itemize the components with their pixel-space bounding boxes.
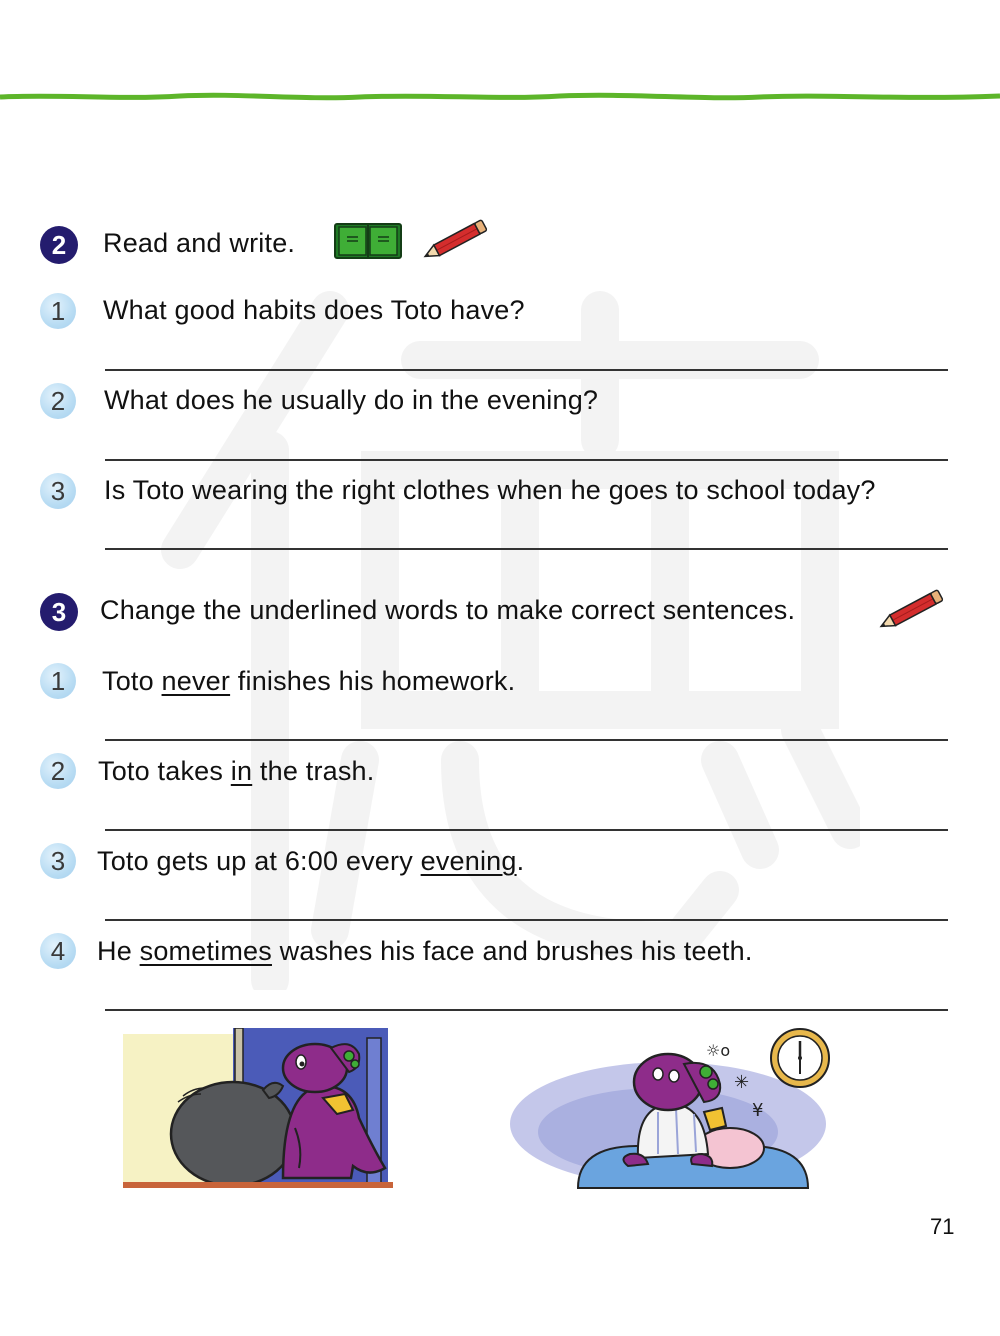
question-1-text: What good habits does Toto have? xyxy=(103,295,525,325)
answer-line[interactable] xyxy=(105,829,948,831)
sentence-1-text: Toto never finishes his homework. xyxy=(102,666,516,696)
pencil-icon xyxy=(876,588,948,632)
answer-line[interactable] xyxy=(105,919,948,921)
toto-waking-in-bed-illustration xyxy=(508,1028,838,1198)
answer-line[interactable] xyxy=(105,459,948,461)
answer-line[interactable] xyxy=(105,1009,948,1011)
question-3-text: Is Toto wearing the right clothes when he goes to school today? xyxy=(104,475,876,505)
section-3-badge: 3 xyxy=(40,593,78,631)
sentence-4-badge: 4 xyxy=(40,933,76,969)
decorative-green-rule xyxy=(0,90,1000,104)
question-1-badge: 1 xyxy=(40,293,76,329)
underlined-word: sometimes xyxy=(139,936,272,966)
answer-line[interactable] xyxy=(105,369,948,371)
sentence-3-badge: 3 xyxy=(40,843,76,879)
section-3-title: Change the underlined words to make correct sentences. xyxy=(100,595,796,625)
section-2-title: Read and write. xyxy=(103,228,296,258)
sentence-2-badge: 2 xyxy=(40,753,76,789)
svg-text:¥: ¥ xyxy=(752,1100,764,1121)
section-2-badge: 2 xyxy=(40,226,78,264)
book-icon xyxy=(334,222,402,260)
svg-text:☼o: ☼o xyxy=(706,1041,731,1060)
sentence-3-text: Toto gets up at 6:00 every evening. xyxy=(97,846,525,876)
question-3-badge: 3 xyxy=(40,473,76,509)
page-number: 71 xyxy=(930,1214,955,1239)
toto-taking-out-trash-illustration xyxy=(123,1028,393,1190)
underlined-word: evening xyxy=(420,846,517,876)
sentence-1-badge: 1 xyxy=(40,663,76,699)
answer-line[interactable] xyxy=(105,739,948,741)
sentence-2-text: Toto takes in the trash. xyxy=(98,756,375,786)
underlined-word: never xyxy=(161,666,231,696)
question-2-badge: 2 xyxy=(40,383,76,419)
sentence-4-text: He sometimes washes his face and brushes his teeth. xyxy=(97,936,753,966)
answer-line[interactable] xyxy=(105,548,948,550)
pencil-icon xyxy=(420,218,492,262)
underlined-word: in xyxy=(230,756,253,786)
question-2-text: What does he usually do in the evening? xyxy=(104,385,599,415)
svg-text:✳: ✳ xyxy=(734,1072,750,1093)
